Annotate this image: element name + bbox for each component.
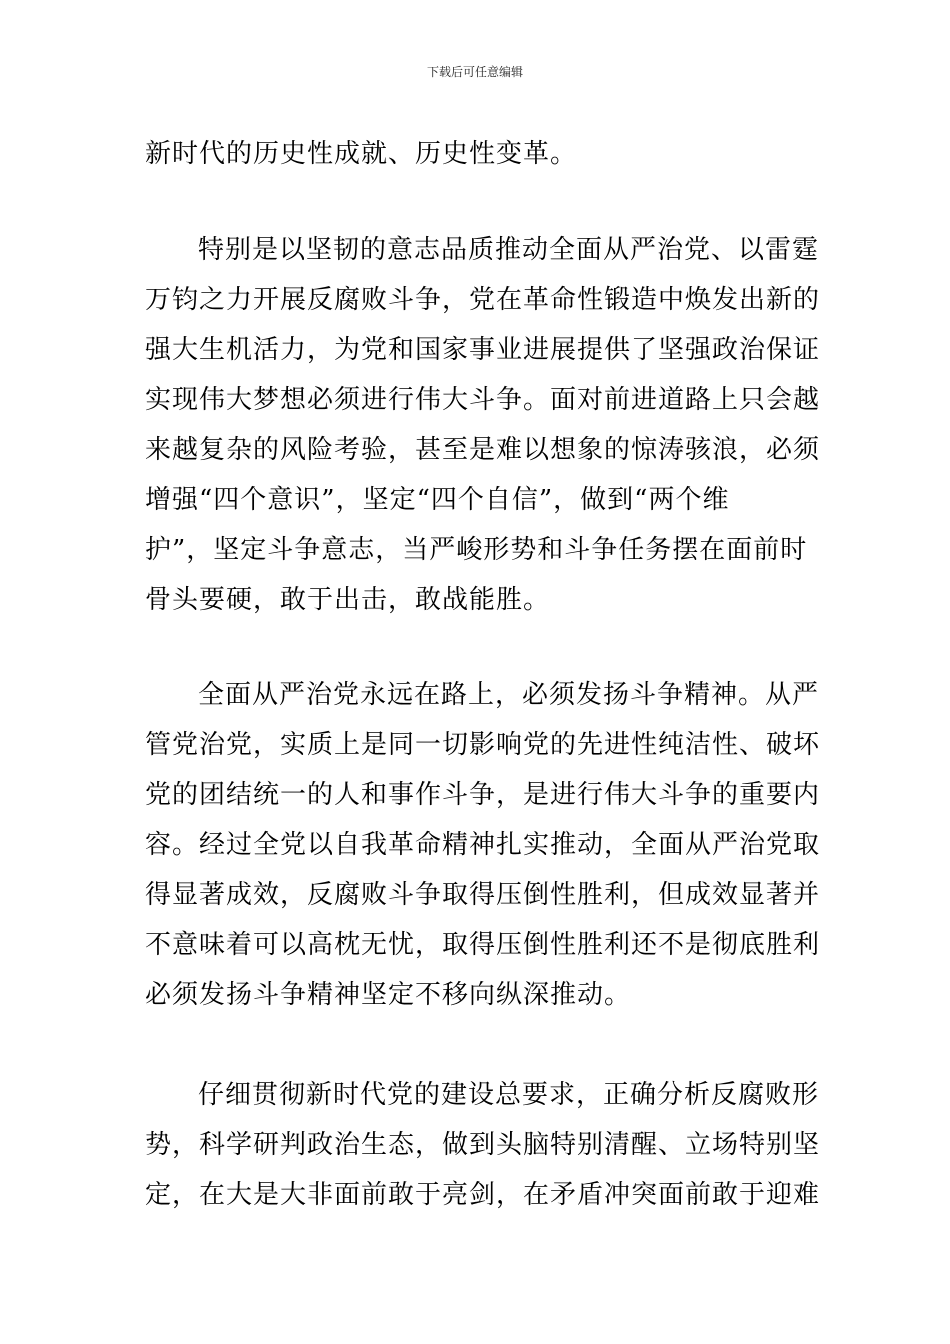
paragraph-line: 管党治党，实质上是同一切影响党的先进性纯洁性、破坏 [145, 730, 821, 760]
paragraph-line: 万钧之力开展反腐败斗争，党在革命性锻造中焕发出新的 [145, 285, 821, 315]
page-header: 下载后可任意编辑 [426, 65, 523, 79]
paragraph-line: 仔细贯彻新时代党的建设总要求，正确分析反腐败形 [198, 1080, 820, 1110]
paragraph-line: 骨头要硬，敢于出击，敢战能胜。 [145, 585, 551, 615]
paragraph-line: 必须发扬斗争精神坚定不移向纵深推动。 [145, 980, 632, 1010]
paragraph-line: 特别是以坚韧的意志品质推动全面从严治党、以雷霆 [198, 235, 820, 265]
paragraph-line: 势，科学研判政治生态，做到头脑特别清醒、立场特别坚 [145, 1130, 821, 1160]
paragraph-line: 全面从严治党永远在路上，必须发扬斗争精神。从严 [198, 680, 820, 710]
paragraph-line: 来越复杂的风险考验，甚至是难以想象的惊涛骇浪，必须 [145, 435, 821, 465]
paragraph-line: 新时代的历史性成就、历史性变革。 [145, 139, 578, 169]
paragraph-line: 强大生机活力，为党和国家事业进展提供了坚强政治保证 [145, 335, 821, 365]
paragraph-line: 得显著成效，反腐败斗争取得压倒性胜利，但成效显著并 [145, 880, 821, 910]
paragraph-line: 容。经过全党以自我革命精神扎实推动，全面从严治党取 [145, 830, 821, 860]
paragraph-line: 增强“四个意识”，坚定“四个自信”，做到“两个维 [145, 485, 730, 515]
paragraph-line: 定，在大是大非面前敢于亮剑，在矛盾冲突面前敢于迎难 [145, 1180, 821, 1210]
paragraph-line: 实现伟大梦想必须进行伟大斗争。面对前进道路上只会越 [145, 385, 821, 415]
paragraph-line: 党的团结统一的人和事作斗争，是进行伟大斗争的重要内 [145, 780, 821, 810]
paragraph-line: 护”，坚定斗争意志，当严峻形势和斗争任务摆在面前时 [145, 535, 808, 565]
paragraph-line: 不意味着可以高枕无忧，取得压倒性胜利还不是彻底胜利 [145, 930, 821, 960]
